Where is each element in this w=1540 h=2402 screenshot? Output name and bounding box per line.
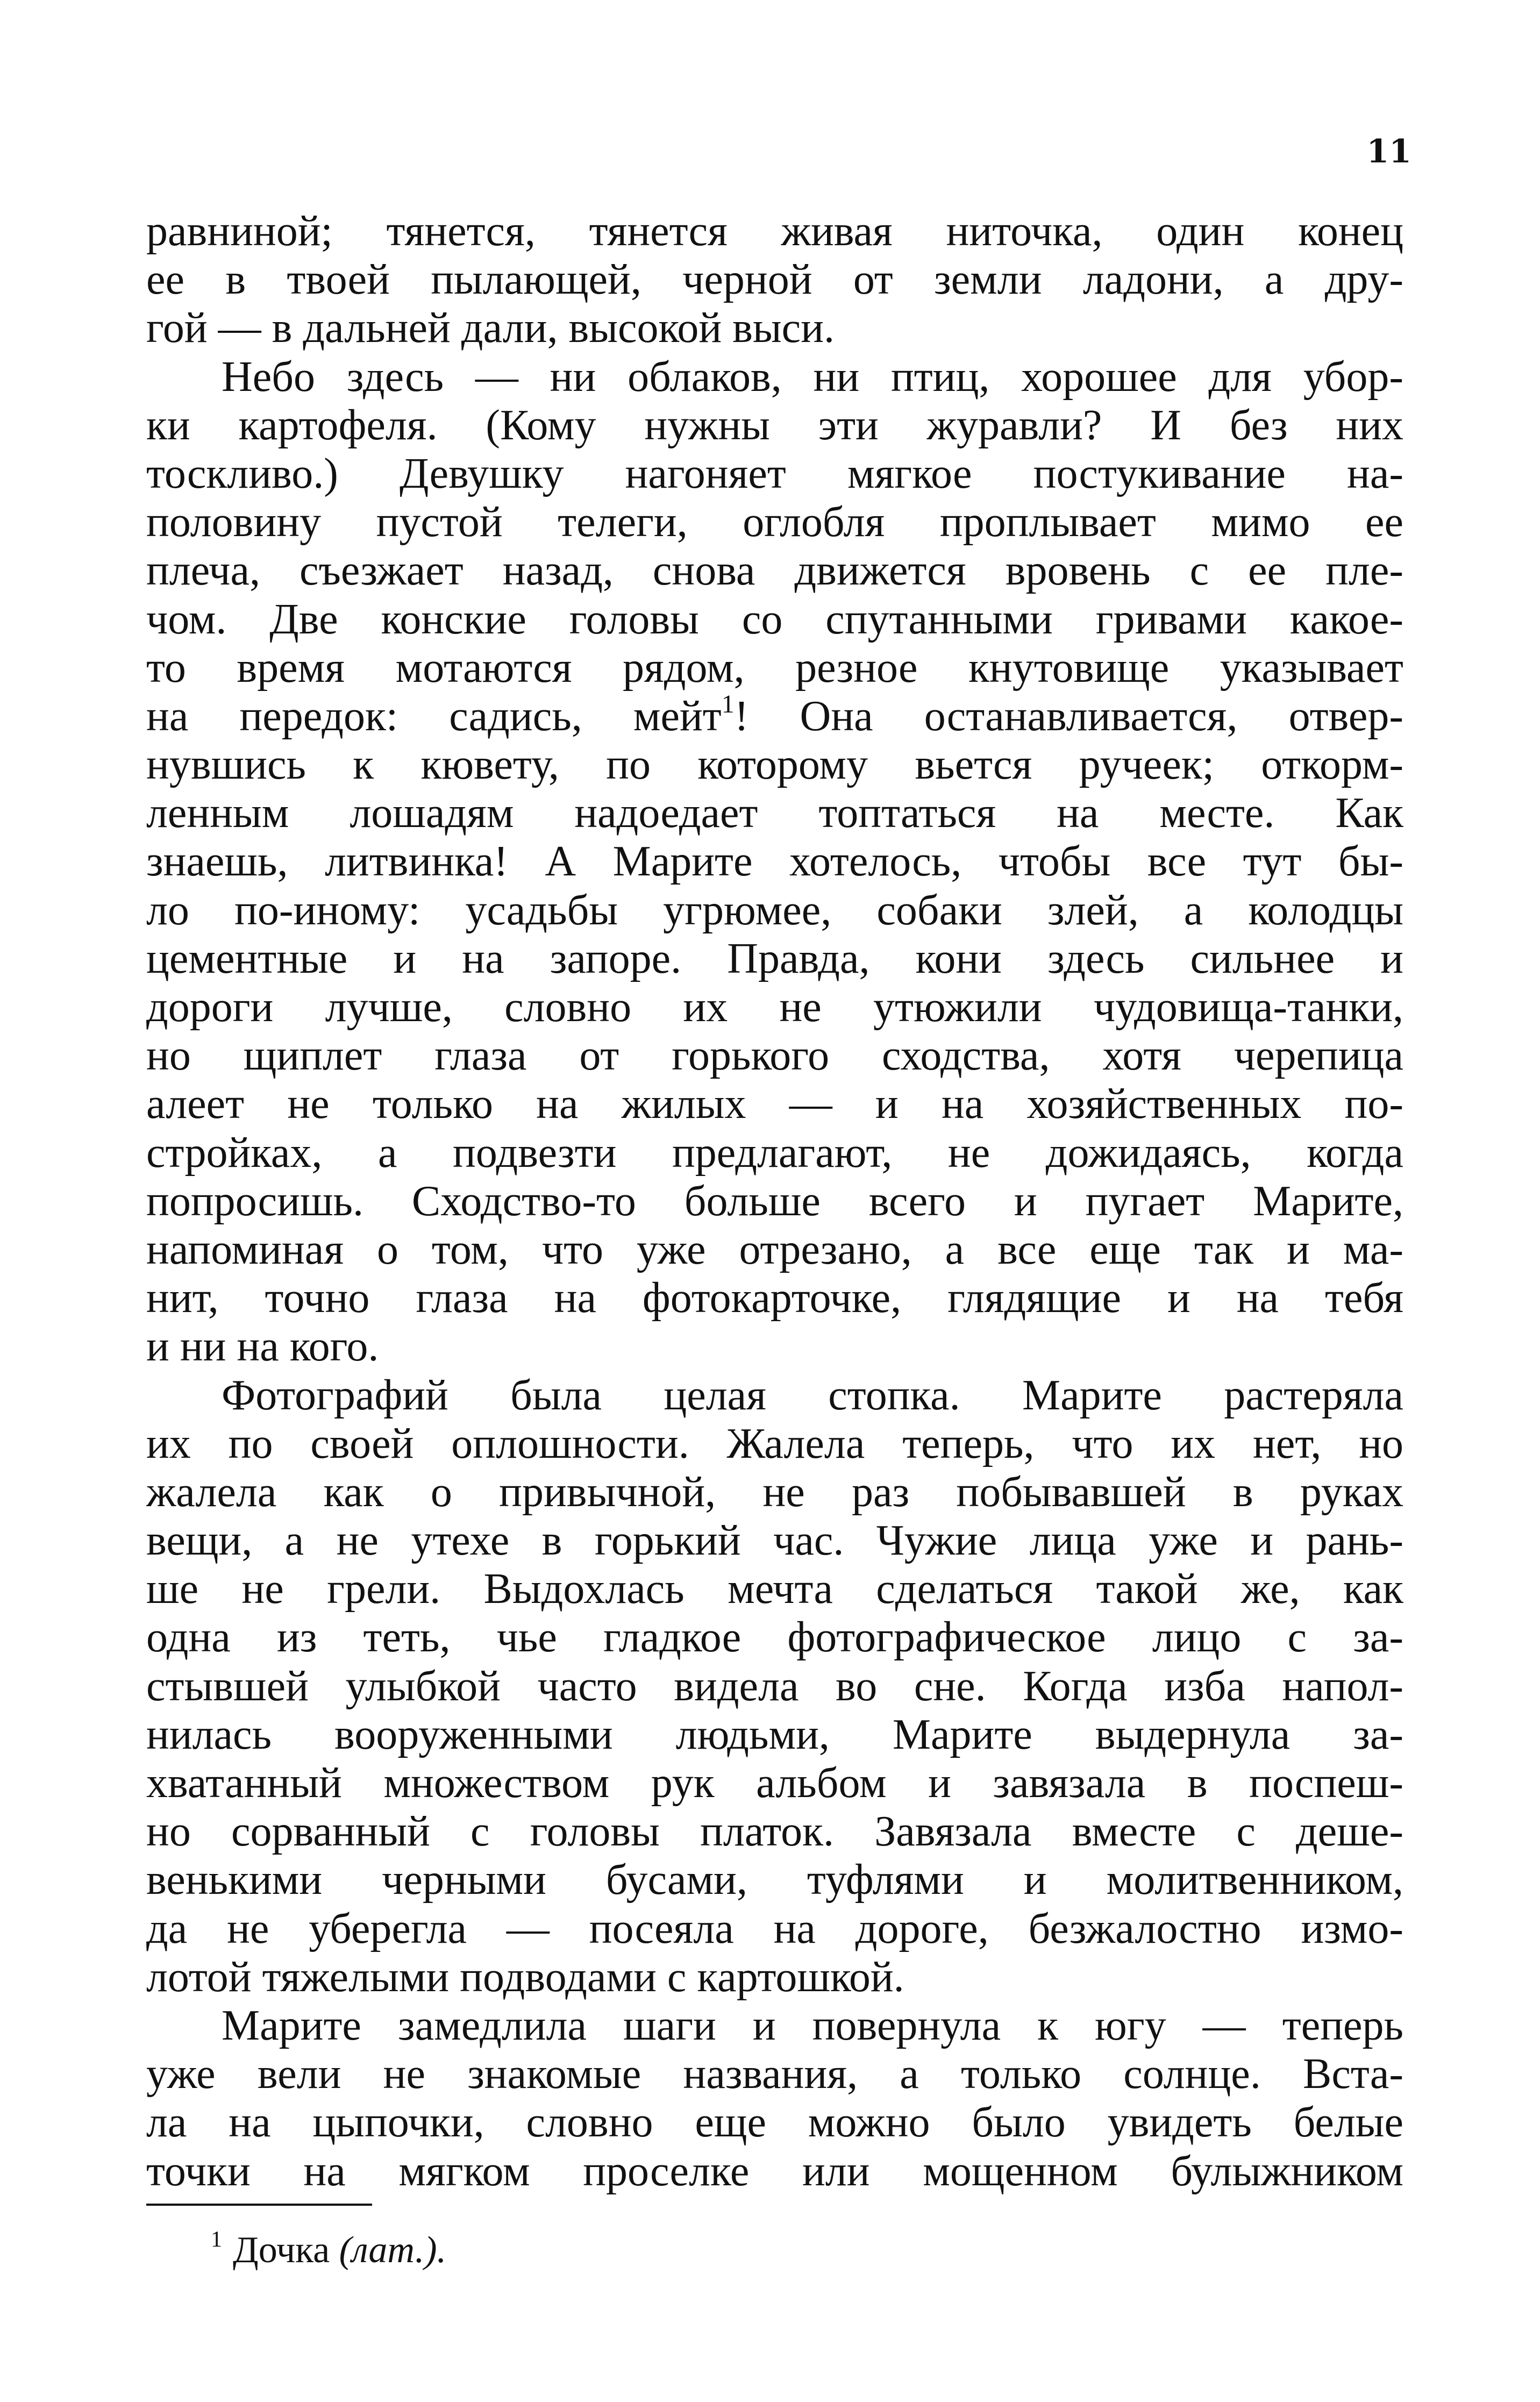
text-line: нувшись к кювету, по которому вьется ручеек; откорм-: [146, 741, 1403, 789]
text-line-segment: ! Она останавливается, отвер-: [734, 692, 1403, 740]
text-line: да не уберегла — посеяла на дороге, безжалостно измо-: [146, 1905, 1403, 1952]
footnote-reference: 1: [721, 692, 735, 719]
text-line: цементные и на запоре. Правда, кони здесь сильнее и: [146, 935, 1403, 982]
text-line: знаешь, литвинка! А Марите хотелось, чтобы все тут бы-: [146, 838, 1403, 886]
text-line: дороги лучше, словно их не утюжили чудовища-танки,: [146, 983, 1403, 1031]
text-line: гой — в дальней дали, высокой выси.: [146, 304, 835, 352]
text-line: и ни на кого.: [146, 1323, 379, 1371]
text-line: половину пустой телеги, оглобля проплывает мимо ее: [146, 498, 1403, 546]
footnote-note: (лат.).: [339, 2229, 447, 2271]
text-line: равниной; тянется, тянется живая ниточка, один конец: [146, 208, 1403, 255]
text-line: Небо здесь — ни облаков, ни птиц, хорошее для убор-: [222, 353, 1403, 401]
text-line: нит, точно глаза на фотокарточке, глядящие и на тебя: [146, 1274, 1403, 1322]
footnote-marker: 1: [211, 2227, 222, 2253]
text-line: лотой тяжелыми подводами с картошкой.: [146, 1953, 904, 2001]
text-line: нилась вооруженными людьми, Марите выдернула за-: [146, 1710, 1403, 1758]
text-line: [146, 692, 1403, 740]
text-line: венькими черными бусами, туфлями и молитвенником,: [146, 1856, 1403, 1904]
text-line: плеча, съезжает назад, снова движется вровень с ее пле-: [146, 547, 1403, 595]
text-line: напоминая о том, что уже отрезано, а все еще так и ма-: [146, 1225, 1403, 1273]
footnote-text: Дочка: [233, 2229, 339, 2271]
text-line: точки на мягком проселке или мощенном булыжником: [146, 2147, 1403, 2195]
text-line: ла на цыпочки, словно еще можно было увидеть белые: [146, 2099, 1403, 2147]
text-line: но сорванный с головы платок. Завязала вместе с деше-: [146, 1808, 1403, 1856]
text-line: тоскливо.) Девушку нагоняет мягкое постукивание на-: [146, 450, 1403, 497]
text-line: Фотографий была целая стопка. Марите растеряла: [222, 1371, 1403, 1419]
text-line-segment: на передок: садись, мейт: [146, 692, 722, 740]
text-line: жалела как о привычной, не раз побывавшей в руках: [146, 1468, 1403, 1516]
page-number: 11: [1366, 133, 1411, 170]
text-line: хватанный множеством рук альбом и завязала в поспеш-: [146, 1759, 1403, 1807]
text-line: алеет не только на жилых — и на хозяйственных по-: [146, 1080, 1403, 1128]
text-line: их по своей оплошности. Жалела теперь, что их нет, но: [146, 1420, 1403, 1467]
text-line: Марите замедлила шаги и повернула к югу — теперь: [222, 2001, 1403, 2049]
text-line: ее в твоей пылающей, черной от земли ладони, а дру-: [146, 256, 1403, 304]
text-line: одна из теть, чье гладкое фотографическое лицо с за-: [146, 1614, 1403, 1662]
footnote: [211, 2227, 447, 2271]
body-text: [146, 207, 1403, 2196]
text-line: уже вели не знакомые названия, а только солнце. Вста-: [146, 2050, 1403, 2098]
text-line: но щиплет глаза от горького сходства, хотя черепица: [146, 1032, 1403, 1080]
text-line: попросишь. Сходство-то больше всего и пугает Марите,: [146, 1177, 1403, 1225]
text-line: ше не грели. Выдохлась мечта сделаться такой же, как: [146, 1565, 1403, 1613]
text-line: то время мотаются рядом, резное кнутовище указывает: [146, 644, 1403, 692]
text-line: ленным лошадям надоедает топтаться на месте. Как: [146, 789, 1403, 837]
text-line: стройках, а подвезти предлагают, не дожидаясь, когда: [146, 1129, 1403, 1177]
text-line: стывшей улыбкой часто видела во сне. Когда изба напол-: [146, 1662, 1403, 1710]
text-line: ло по-иному: усадьбы угрюмее, собаки злей, а колодцы: [146, 886, 1403, 934]
text-line: чом. Две конские головы со спутанными гривами какое-: [146, 595, 1403, 643]
text-line: вещи, а не утехе в горький час. Чужие лица уже и рань-: [146, 1517, 1403, 1565]
text-line: ки картофеля. (Кому нужны эти журавли? И без них: [146, 401, 1403, 449]
footnote-divider: [146, 2204, 372, 2206]
